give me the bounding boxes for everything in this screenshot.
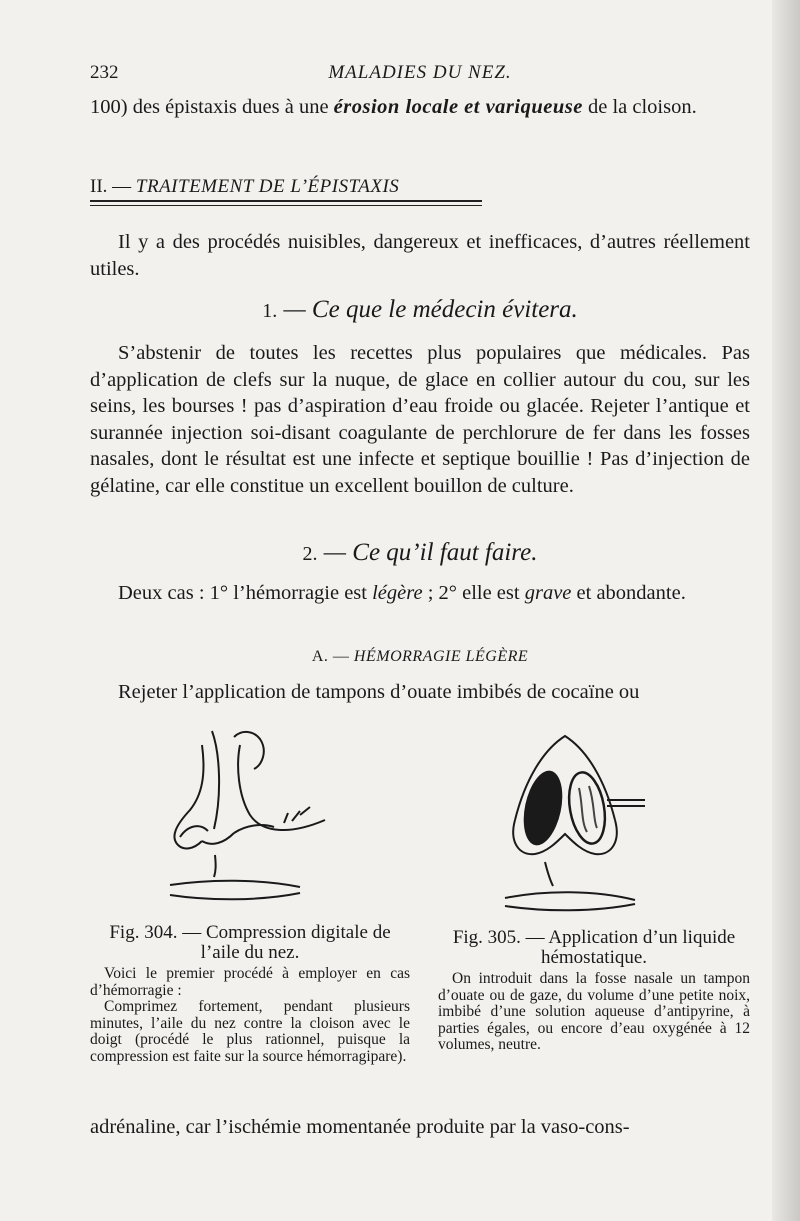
subheading-a: A. — HÉMORRAGIE LÉGÈRE xyxy=(311,648,529,665)
section-rule-bottom xyxy=(90,205,482,206)
page-number: 232 xyxy=(90,62,119,83)
section-heading: II. — TRAITEMENT DE L’ÉPISTAXIS xyxy=(90,176,400,197)
fig-305-text: On introduit dans la fosse nasale un tampon d’ouate ou de gaze, du volume d’une petite noix, imbibé d’une solution aqueuse d’antipyrine, à parties égales, ou encore d’eau oxygénée à 12 volumes, neutre. xyxy=(438,970,750,1053)
section-rule-top xyxy=(90,200,482,202)
avoid-paragraph: S’abstenir de toutes les recettes plus populaires que médicales. Pas d’application de clefs sur la nuque, de glace en collier autour du cou, sur les seins, les bourses ! pas d’aspiration d’eau froide ou glacée. Rejeter l’antique et surannée injection soi-disant coagulante de perchlorure de fer dans les fosses nasales, dont le résultat est une infecte et septique bouillie ! Pas d’injection de gélatine, car elle constitue un excellent bouillon de culture. xyxy=(90,342,750,497)
fig-304-text: Voici le premier procédé à employer en cas d’hémorragie : Comprimez fortement, pendant plusieurs minutes, l’aile du nez contre la cloison avec le doigt (procédé le plus rationnel, puisque la compression est faite sur la source hémorragipare). xyxy=(90,965,410,1065)
fig-304-caption: Fig. 304. — Compression digitale de l’aile du nez. xyxy=(109,922,391,963)
nose-compression-illustration xyxy=(150,725,350,915)
emphasis-text: érosion locale et variqueuse xyxy=(333,96,583,118)
cases-paragraph: Deux cas : 1° l’hémorragie est légère ; 2° elle est grave et abondante. xyxy=(118,582,686,604)
section-intro-paragraph: Il y a des procédés nuisibles, dangereux et inefficaces, d’autres réellement utiles. xyxy=(90,231,750,280)
page-header xyxy=(90,62,750,88)
fig-305-caption: Fig. 305. — Application d’un liquide hémostatique. xyxy=(452,927,736,968)
light-hemorrhage-paragraph: Rejeter l’application de tampons d’ouate imbibés de cocaïne ou xyxy=(118,681,640,703)
subheading-1: 1. — Ce que le médecin évitera. xyxy=(262,296,578,323)
intro-paragraph: 100) des épistaxis dues à une érosion locale et variqueuse de la cloison. xyxy=(90,96,697,118)
subheading-2: 2. — Ce qu’il faut faire. xyxy=(302,539,538,566)
continuation-paragraph: adrénaline, car l’ischémie momentanée produite par la vaso-cons- xyxy=(90,1116,630,1138)
section-title: TRAITEMENT DE L’ÉPISTAXIS xyxy=(135,176,400,197)
page-edge-shadow xyxy=(772,0,800,1221)
nostril-illustration xyxy=(485,730,685,915)
running-title: MALADIES DU NEZ. xyxy=(328,62,512,83)
